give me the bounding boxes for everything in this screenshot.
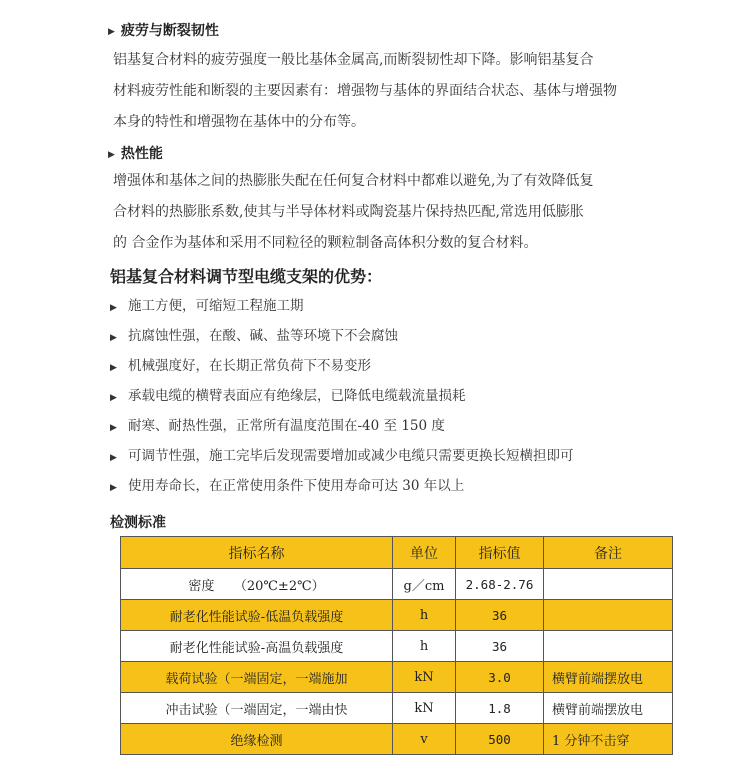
list-item-text: 施工方便，可缩短工程施工期 (128, 298, 304, 314)
cell-value: 36 (456, 600, 544, 631)
triangle-bullet-icon: ▶ (110, 303, 117, 313)
cell-note (544, 631, 673, 662)
cell-value: 500 (456, 724, 544, 755)
cell-name: 绝缘检测 (121, 724, 393, 755)
cell-name: 载荷试验（一端固定，一端施加 (121, 662, 393, 693)
table-header-row (121, 537, 673, 569)
list-item (110, 441, 574, 471)
list-item-text: 使用寿命长，在正常使用条件下使用寿命可达 30 年以上 (128, 478, 465, 494)
triangle-bullet-icon: ▶ (110, 483, 117, 493)
advantages-list (110, 291, 574, 501)
advantages-heading: 铝基复合材料调节型电缆支架的优势： (110, 267, 383, 286)
cell-note (544, 569, 673, 600)
list-item-text: 耐寒、耐热性强，正常所有温度范围在-40 至 150 度 (128, 418, 445, 434)
cell-unit: kN (393, 693, 456, 724)
list-item (110, 321, 574, 351)
table-row (121, 600, 673, 631)
text-line: 增强体和基体之间的热膨胀失配在任何复合材料中都难以避免,为了有效降低复 (113, 173, 594, 189)
cell-value: 1.8 (456, 693, 544, 724)
list-item-text: 承载电缆的横臂表面应有绝缘层，已降低电缆载流量损耗 (128, 388, 466, 404)
cell-name: 耐老化性能试验-高温负载强度 (121, 631, 393, 662)
cell-name: 耐老化性能试验-低温负载强度 (121, 600, 393, 631)
triangle-bullet-icon: ▶ (108, 150, 115, 160)
cell-note: 横臂前端摆放电 (544, 693, 673, 724)
header-cell: 单位 (393, 537, 456, 569)
list-item (110, 411, 574, 441)
section-title-fatigue (108, 20, 219, 40)
table-row (121, 724, 673, 755)
triangle-bullet-icon: ▶ (108, 27, 115, 37)
cell-unit: v (393, 724, 456, 755)
header-cell: 指标名称 (121, 537, 393, 569)
cell-unit: g／cm (393, 569, 456, 600)
triangle-bullet-icon: ▶ (110, 453, 117, 463)
cell-unit: h (393, 600, 456, 631)
triangle-bullet-icon: ▶ (110, 333, 117, 343)
list-item (110, 291, 574, 321)
cell-note: 横臂前端摆放电 (544, 662, 673, 693)
triangle-bullet-icon: ▶ (110, 423, 117, 433)
cell-name: 冲击试验（一端固定，一端由快 (121, 693, 393, 724)
table-row (121, 569, 673, 600)
text-line: 铝基复合材料的疲劳强度一般比基体金属高,而断裂韧性却下降。影响铝基复合 (113, 52, 594, 68)
header-cell: 备注 (544, 537, 673, 569)
section-title-text: 疲劳与断裂韧性 (120, 23, 219, 39)
text-line: 的 合金作为基体和采用不同粒径的颗粒制备高体积分数的复合材料。 (113, 235, 538, 251)
list-item-text: 机械强度好，在长期正常负荷下不易变形 (128, 358, 371, 374)
table-row (121, 662, 673, 693)
cell-unit: kN (393, 662, 456, 693)
list-item (110, 471, 574, 501)
cell-value: 2.68-2.76 (456, 569, 544, 600)
list-item (110, 381, 574, 411)
testing-standards-table (120, 536, 673, 755)
list-item (110, 351, 574, 381)
paragraph-thermal (113, 166, 658, 259)
cell-value: 3.0 (456, 662, 544, 693)
list-item-text: 可调节性强，施工完毕后发现需要增加或减少电缆只需要更换长短横担即可 (128, 448, 574, 464)
header-cell: 指标值 (456, 537, 544, 569)
cell-value: 36 (456, 631, 544, 662)
triangle-bullet-icon: ▶ (110, 393, 117, 403)
text-line: 材料疲劳性能和断裂的主要因素有：增强物与基体的界面结合状态、基体与增强物 (113, 83, 617, 99)
section-title-thermal (108, 143, 163, 163)
cell-note (544, 600, 673, 631)
table-row (121, 693, 673, 724)
testing-title: 检测标准 (110, 515, 166, 531)
triangle-bullet-icon: ▶ (110, 363, 117, 373)
text-line: 本身的特性和增强物在基体中的分布等。 (113, 114, 365, 130)
table-row (121, 631, 673, 662)
list-item-text: 抗腐蚀性强，在酸、碱、盐等环境下不会腐蚀 (128, 328, 398, 344)
text-line: 合材料的热膨胀系数,使其与半导体材料或陶瓷基片保持热匹配,常选用低膨胀 (113, 204, 584, 220)
paragraph-fatigue (113, 45, 658, 138)
cell-name: 密度 （20℃±2℃） (121, 569, 393, 600)
cell-unit: h (393, 631, 456, 662)
section-title-text: 热性能 (120, 146, 163, 162)
cell-note: 1 分钟不击穿 (544, 724, 673, 755)
